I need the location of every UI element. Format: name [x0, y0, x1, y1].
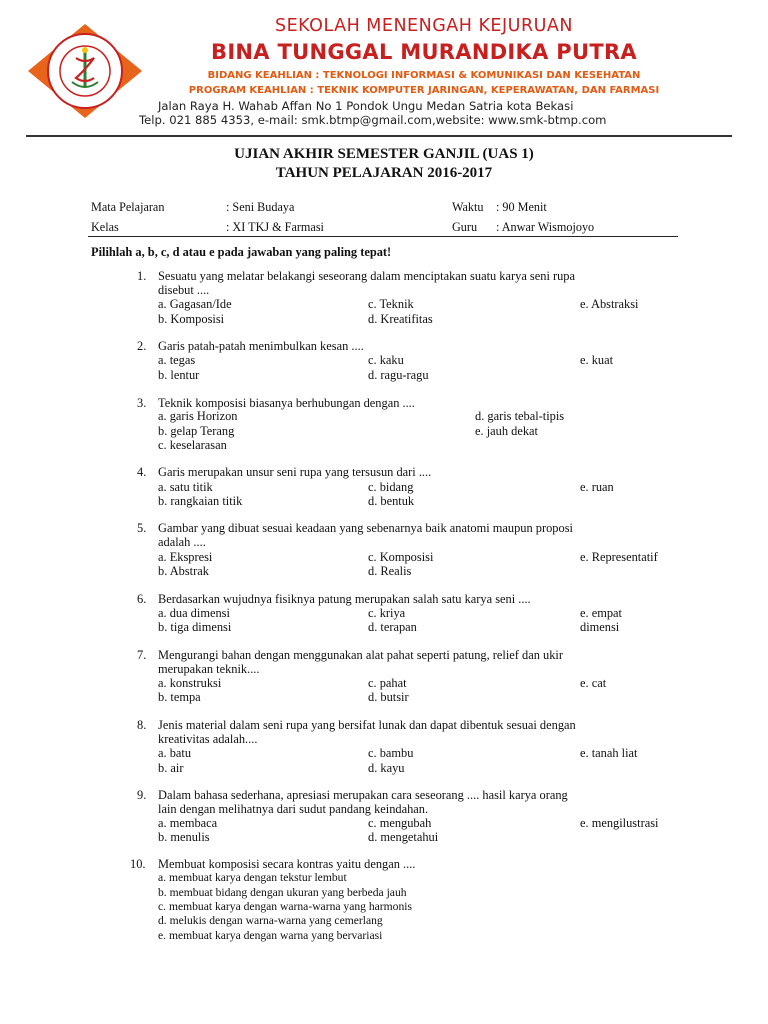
option-c: c. bidang	[368, 480, 414, 494]
question-number: 2.	[137, 339, 147, 353]
option-e: e. Representatif	[580, 550, 658, 564]
question-number: 1.	[137, 269, 147, 283]
option-e: e. empat	[580, 606, 622, 620]
option-b: b. lentur	[158, 368, 200, 382]
expertise-field: BIDANG KEAHLIAN : TEKNOLOGI INFORMASI & KOMUNIKASI DAN KESEHATAN	[207, 70, 641, 81]
option-a: a. satu titik	[158, 480, 213, 494]
exam-year: TAHUN PELAJARAN 2016-2017	[275, 165, 493, 181]
subject-value: : Seni Budaya	[226, 200, 295, 214]
option-c: c. bambu	[368, 746, 414, 760]
school-address: Jalan Raya H. Wahab Affan No 1 Pondok Ungu Medan Satria kota Bekasi	[158, 99, 574, 113]
option-c: c. membuat karya dengan warna-warna yang harmonis	[158, 900, 412, 913]
option-d: d. bentuk	[368, 494, 415, 508]
question-text: Jenis material dalam seni rupa yang bersifat lunak dan dapat dibentuk sesuai dengan	[158, 718, 576, 732]
school-name: BINA TUNGGAL MURANDIKA PUTRA	[211, 40, 637, 64]
header-divider	[26, 135, 732, 137]
question-number: 4.	[137, 465, 147, 479]
option-a: a. batu	[158, 746, 192, 760]
option-b: b. tempa	[158, 690, 201, 704]
option-b: b. rangkaian titik	[158, 494, 243, 508]
option-b: b. air	[158, 761, 184, 775]
option-e-cont: dimensi	[580, 620, 620, 634]
option-c: c. kaku	[368, 353, 404, 367]
option-e: e. cat	[580, 676, 607, 690]
option-d: d. kayu	[368, 761, 405, 775]
option-d: d. Realis	[368, 564, 412, 578]
question-number: 6.	[137, 592, 147, 606]
time-label: Waktu	[452, 200, 484, 214]
option-e: e. ruan	[580, 480, 614, 494]
teacher-value: : Anwar Wismojoyo	[496, 220, 595, 234]
option-a: a. Gagasan/Ide	[158, 297, 232, 311]
school-contact: Telp. 021 885 4353, e-mail: smk.btmp@gmail.com,website: www.smk-btmp.com	[139, 113, 607, 127]
option-a: a. Ekspresi	[158, 550, 213, 564]
school-logo	[26, 22, 144, 120]
subject-label: Mata Pelajaran	[91, 200, 165, 214]
class-label: Kelas	[91, 220, 119, 234]
option-e: e. jauh dekat	[475, 424, 538, 438]
question-text-cont: kreativitas adalah....	[158, 732, 258, 746]
option-d: d. butsir	[368, 690, 409, 704]
option-a: a. dua dimensi	[158, 606, 230, 620]
info-divider	[88, 236, 678, 237]
question-text-cont: lain dengan melihatnya dari sudut pandang keindahan.	[158, 802, 429, 816]
time-value: : 90 Menit	[496, 200, 547, 214]
question-text: Garis patah-patah menimbulkan kesan ....	[158, 339, 364, 353]
question-text: Gambar yang dibuat sesuai keadaan yang sebenarnya baik anatomi maupun proposi	[158, 521, 573, 535]
exam-title: UJIAN AKHIR SEMESTER GANJIL (UAS 1)	[234, 146, 534, 162]
option-e: e. kuat	[580, 353, 614, 367]
option-b: b. tiga dimensi	[158, 620, 232, 634]
option-b: b. menulis	[158, 830, 210, 844]
question-text-cont: disebut ....	[158, 283, 210, 297]
question-number: 9.	[137, 788, 147, 802]
question-text-cont: adalah ....	[158, 535, 206, 549]
option-e: e. Abstraksi	[580, 297, 639, 311]
question-text: Membuat komposisi secara kontras yaitu dengan ....	[158, 857, 416, 871]
question-number: 8.	[137, 718, 147, 732]
question-number: 7.	[137, 648, 147, 662]
option-c: c. kriya	[368, 606, 406, 620]
question-text: Sesuatu yang melatar belakangi seseorang dalam menciptakan suatu karya seni rupa	[158, 269, 575, 283]
option-c: c. Teknik	[368, 297, 414, 311]
option-d: d. garis tebal-tipis	[475, 409, 565, 423]
question-number: 5.	[137, 521, 147, 535]
question-text: Dalam bahasa sederhana, apresiasi merupakan cara seseorang .... hasil karya orang	[158, 788, 568, 802]
option-d: d. ragu-ragu	[368, 368, 429, 382]
option-b: b. membuat bidang dengan ukuran yang berbeda jauh	[158, 886, 407, 899]
option-c: c. Komposisi	[368, 550, 434, 564]
question-text-cont: merupakan teknik....	[158, 662, 260, 676]
question-text: Berdasarkan wujudnya fisiknya patung merupakan salah satu karya seni ....	[158, 592, 531, 606]
option-a: a. membuat karya dengan tekstur lembut	[158, 871, 347, 884]
question-number: 10.	[130, 857, 146, 871]
option-b: b. gelap Terang	[158, 424, 235, 438]
question-text: Garis merupakan unsur seni rupa yang tersusun dari ....	[158, 465, 432, 479]
option-e: e. membuat karya dengan warna yang bervariasi	[158, 929, 383, 942]
option-e: e. mengilustrasi	[580, 816, 659, 830]
teacher-label: Guru	[452, 220, 478, 234]
option-b: b. Komposisi	[158, 312, 225, 326]
school-type: SEKOLAH MENENGAH KEJURUAN	[275, 16, 573, 36]
option-b: b. Abstrak	[158, 564, 209, 578]
instruction: Pilihlah a, b, c, d atau e pada jawaban yang paling tepat!	[91, 245, 392, 259]
option-d: d. Kreatifitas	[368, 312, 433, 326]
option-c: c. mengubah	[368, 816, 432, 830]
question-text: Mengurangi bahan dengan menggunakan alat pahat seperti patung, relief dan ukir	[158, 648, 563, 662]
option-a: a. tegas	[158, 353, 196, 367]
question-number: 3.	[137, 396, 147, 410]
option-a: a. garis Horizon	[158, 409, 238, 423]
option-d: d. mengetahui	[368, 830, 439, 844]
option-e: e. tanah liat	[580, 746, 638, 760]
option-c: c. pahat	[368, 676, 407, 690]
option-a: a. konstruksi	[158, 676, 222, 690]
expertise-program: PROGRAM KEAHLIAN : TEKNIK KOMPUTER JARINGAN, KEPERAWATAN, DAN FARMASI	[188, 85, 660, 96]
option-a: a. membaca	[158, 816, 218, 830]
class-value: : XI TKJ & Farmasi	[226, 220, 324, 234]
option-c: c. keselarasan	[158, 438, 227, 452]
option-d: d. terapan	[368, 620, 417, 634]
question-text: Teknik komposisi biasanya berhubungan dengan ....	[158, 396, 415, 410]
option-d: d. melukis dengan warna-warna yang cemerlang	[158, 914, 383, 927]
